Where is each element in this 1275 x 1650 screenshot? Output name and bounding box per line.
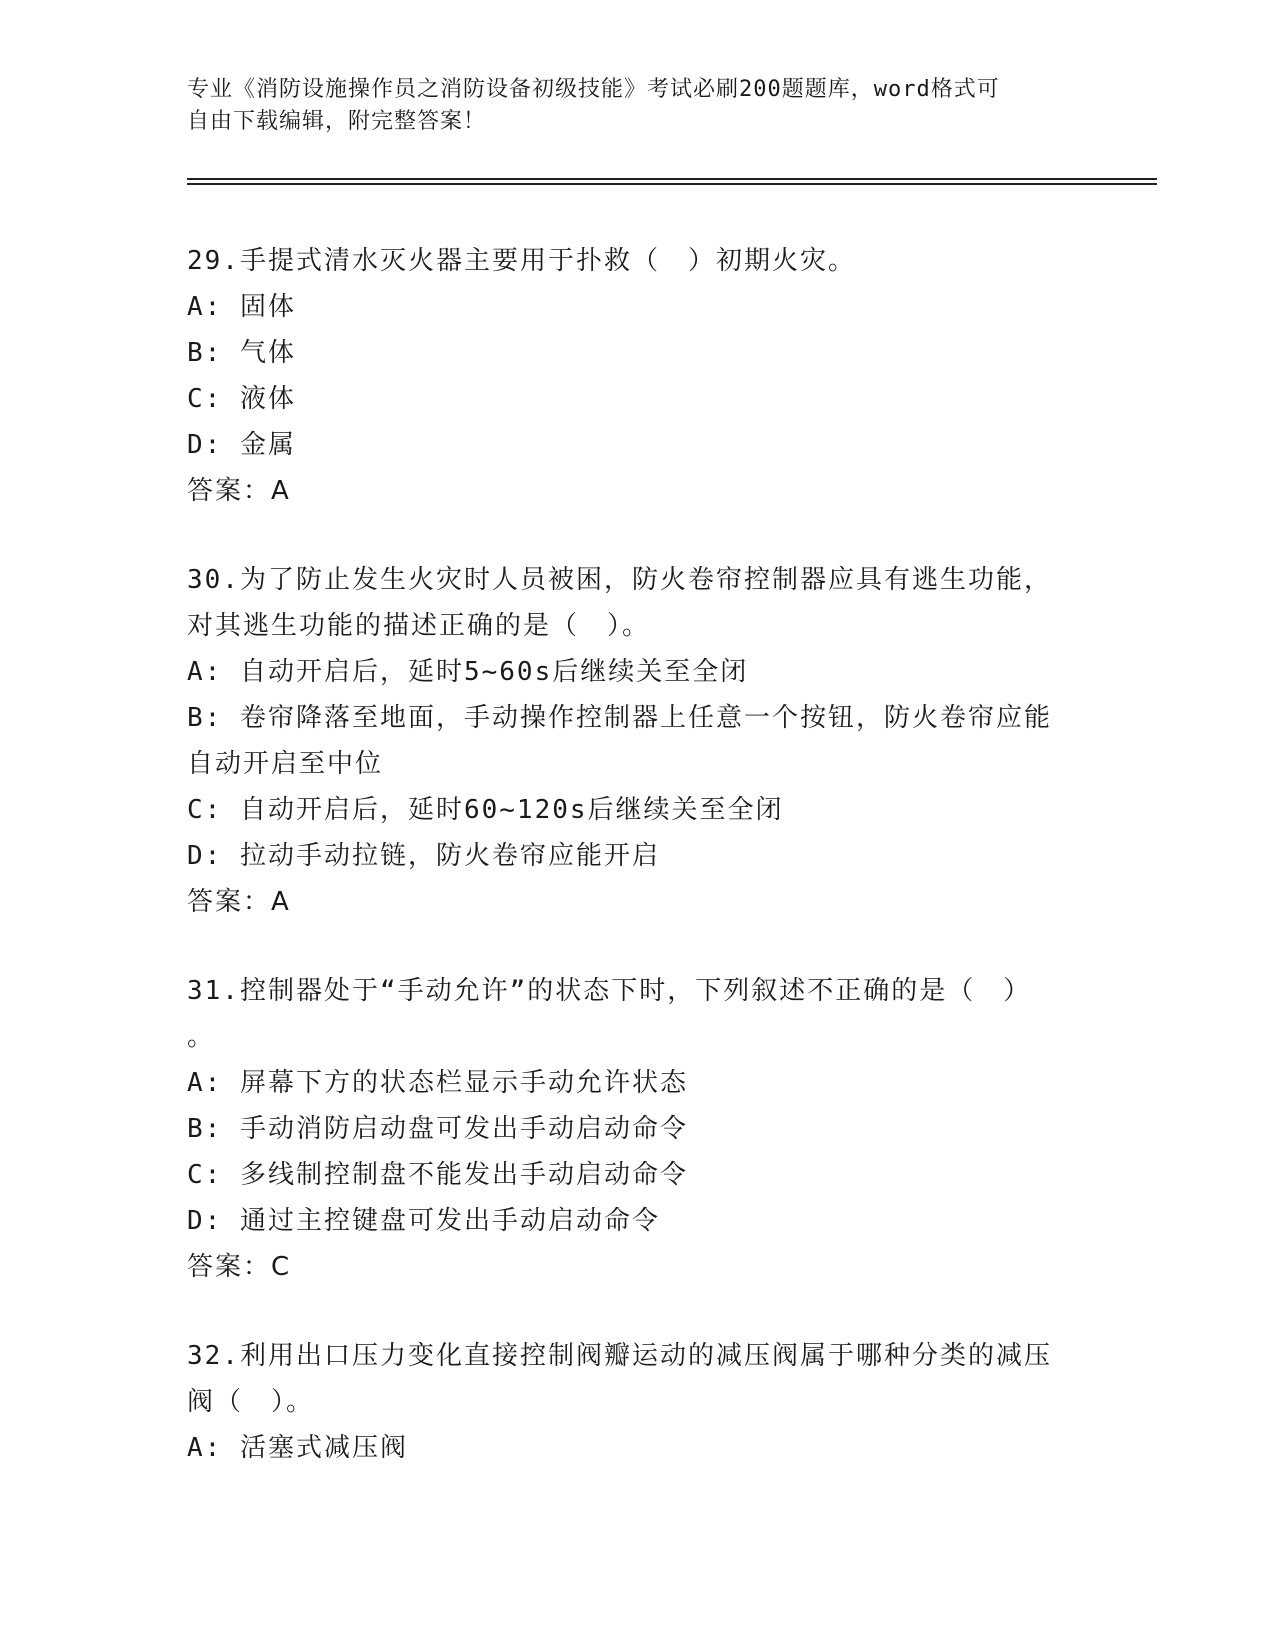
header-line-2: 自由下载编辑，附完整答案！	[187, 109, 487, 134]
question-stem: 对其逃生功能的描述正确的是（ ）。	[187, 611, 651, 641]
header-divider-bottom	[187, 183, 1157, 185]
answer-key: 答案：C	[187, 1252, 292, 1282]
question-block	[187, 968, 1087, 1290]
answer-option: D: 拉动手动拉链，防火卷帘应能开启	[187, 841, 660, 871]
answer-option: A: 屏幕下方的状态栏显示手动允许状态	[187, 1068, 688, 1098]
question-block	[187, 238, 1087, 514]
question-block	[187, 1333, 1087, 1471]
answer-option: D: 金属	[187, 430, 296, 460]
answer-option: D: 通过主控键盘可发出手动启动命令	[187, 1206, 660, 1236]
question-stem: 31.控制器处于“手动允许”的状态下时，下列叙述不正确的是（ ）	[187, 976, 1032, 1006]
answer-option: A: 自动开启后，延时5~60s后继续关至全闭	[187, 657, 749, 687]
answer-option: A: 固体	[187, 292, 296, 322]
question-stem: 阀（ ）。	[187, 1387, 315, 1417]
answer-key: 答案：A	[187, 476, 291, 506]
answer-option: 自动开启至中位	[187, 749, 384, 779]
answer-option: B: 手动消防启动盘可发出手动启动命令	[187, 1114, 688, 1144]
question-block	[187, 557, 1087, 925]
question-stem: 29.手提式清水灭火器主要用于扑救（ ）初期火灾。	[187, 246, 856, 276]
answer-option: C: 液体	[187, 384, 296, 414]
document-header	[187, 74, 1087, 138]
header-divider-top	[187, 178, 1157, 180]
answer-key: 答案：A	[187, 887, 291, 917]
question-stem: 。	[187, 1022, 216, 1052]
question-list	[187, 238, 1087, 1514]
header-line-1: 专业《消防设施操作员之消防设备初级技能》考试必刷200题题库，word格式可	[187, 77, 1000, 102]
answer-option: A: 活塞式减压阀	[187, 1433, 408, 1463]
question-stem: 30.为了防止发生火灾时人员被困，防火卷帘控制器应具有逃生功能，	[187, 565, 1052, 595]
answer-option: B: 卷帘降落至地面，手动操作控制器上任意一个按钮，防火卷帘应能	[187, 703, 1052, 733]
question-stem: 32.利用出口压力变化直接控制阀瓣运动的减压阀属于哪种分类的减压	[187, 1341, 1052, 1371]
answer-option: C: 自动开启后，延时60~120s后继续关至全闭	[187, 795, 784, 825]
answer-option: B: 气体	[187, 338, 296, 368]
answer-option: C: 多线制控制盘不能发出手动启动命令	[187, 1160, 688, 1190]
